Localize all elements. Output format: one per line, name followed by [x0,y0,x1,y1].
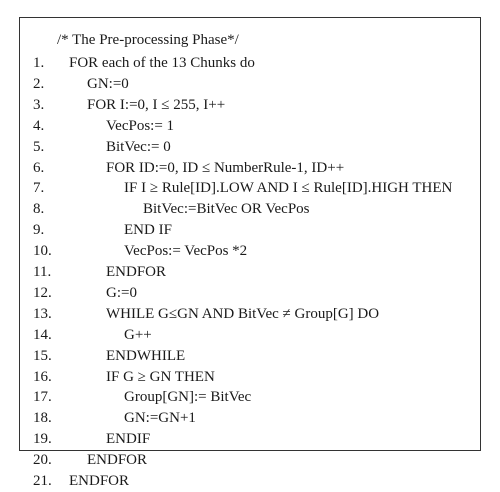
line-code: ENDFOR [106,264,167,280]
line-code: FOR ID:=0, ID ≤ NumberRule-1, ID++ [106,159,345,176]
line-number: 1. [33,55,45,71]
line-number: 14. [33,326,52,343]
line-number: 2. [33,75,45,92]
line-code: Group[GN]:= BitVec [124,389,252,406]
line-number: 19. [33,431,52,448]
line-code: WHILE G≤GN AND BitVec ≠ Group[G] DO [106,305,380,322]
line-number: 15. [33,347,52,364]
algorithm-box [19,17,481,489]
line-number: 12. [33,284,52,301]
line-code: GN:=0 [87,75,129,92]
line-code: G++ [124,326,152,343]
line-code: IF G ≥ GN THEN [106,368,215,385]
line-number: 3. [33,96,45,113]
line-number: 4. [33,117,45,134]
line-code: FOR I:=0, I ≤ 255, I++ [87,96,226,113]
line-number: 5. [33,138,45,155]
line-code: FOR each of the 13 Chunks do [69,55,255,71]
line-number: 20. [33,452,52,469]
line-number: 7. [33,180,45,197]
line-number: 17. [33,389,52,406]
line-number: 13. [33,305,52,322]
line-number: 18. [33,410,52,427]
line-code: END IF [124,222,172,239]
line-number: 8. [33,201,45,218]
line-code: IF I ≥ Rule[ID].LOW AND I ≤ Rule[ID].HIGH THEN [124,180,453,197]
line-number: 9. [33,222,45,239]
line-code: ENDFOR [87,452,148,469]
line-code: ENDWHILE [106,347,186,364]
line-code: BitVec:= 0 [106,138,171,155]
line-number: 21. [33,473,52,489]
line-code: ENDIF [106,431,151,448]
line-number: 11. [33,264,52,280]
line-number: 10. [33,243,52,260]
line-code: BitVec:=BitVec OR VecPos [143,201,310,218]
line-code: VecPos:= VecPos *2 [124,243,248,260]
line-number: 6. [33,159,45,176]
line-code: VecPos:= 1 [106,117,175,134]
line-code: ENDFOR [69,473,130,489]
algorithm-header-comment: /* The Pre-processing Phase*/ [57,32,239,48]
line-code: G:=0 [106,284,137,301]
line-number: 16. [33,368,52,385]
line-code: GN:=GN+1 [124,410,196,427]
